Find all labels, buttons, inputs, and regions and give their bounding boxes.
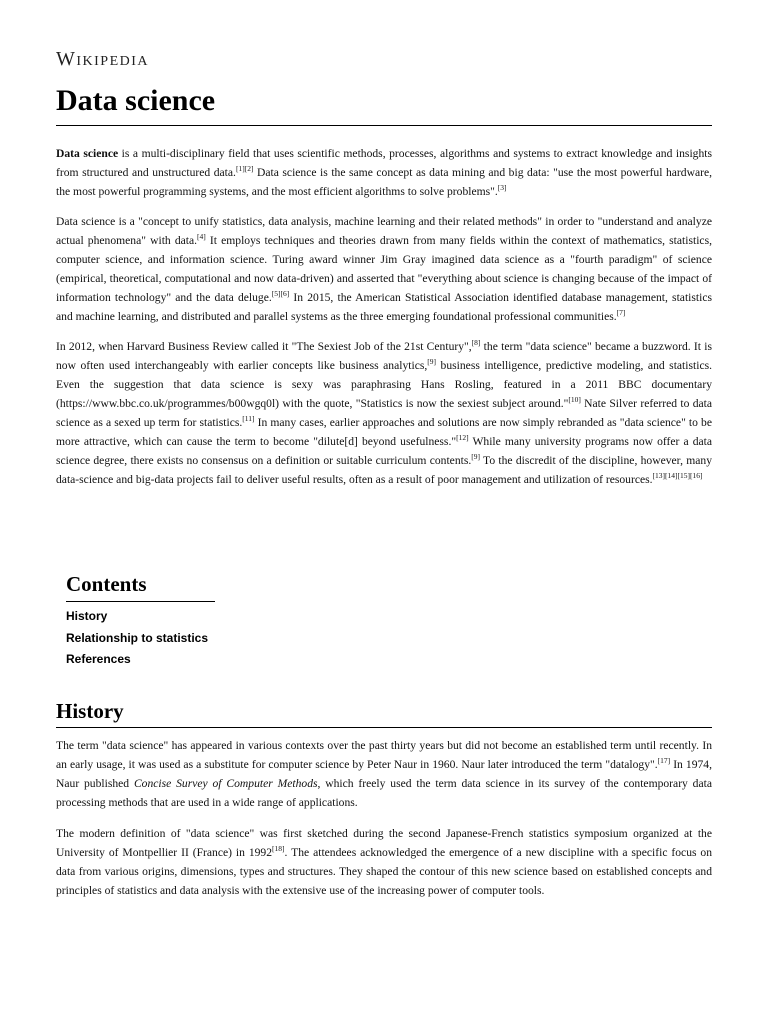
citation-ref[interactable]: [1][2]: [235, 164, 254, 173]
citation-ref[interactable]: [7]: [616, 308, 626, 317]
text-run: In many cases, earlier approaches and solutions are now simply rebranded as "data science" to be more attractive, which can cause the term to become "dilute[d] beyond usefulness.": [56, 416, 712, 448]
intro-section: [56, 144, 712, 489]
table-of-contents: [66, 607, 208, 672]
text-run: While many university programs now offer a data science degree, there exists no consensus on a definition or suitable curriculum contents.: [56, 435, 712, 467]
text-run: In 1974, Naur published: [56, 758, 712, 790]
text-run: In 2015, the American Statistical Association identified database management, statistics and machine learning, and distributed and parallel systems as the three emerging foundational professional communities.: [56, 291, 712, 323]
book-title: Concise Survey of Computer Methods: [133, 777, 318, 790]
citation-ref[interactable]: [9]: [471, 452, 480, 461]
intro-paragraph: [56, 212, 712, 326]
text-run: business intelligence, predictive modeling, and statistics. Even the suggestion that data science is sexy was paraphrasing Hans Rosling, featured in a 2011 BBC documentary (https://www.bbc.co.uk/programmes/b00wgq0l) with the quote, "Statistics is now the sexiest subject around.": [56, 359, 713, 410]
text-run: the term "data science" became a buzzword. It is now often used interchangeably with earlier concepts like business analytics,: [56, 340, 712, 372]
toc-item-history[interactable]: History: [66, 609, 108, 623]
history-divider: [56, 727, 712, 728]
citation-ref[interactable]: [13][14][15][16]: [652, 471, 703, 480]
text-run: , which freely used the term data science in its survey of the contemporary data processing methods that are used in a wide range of applications.: [56, 777, 712, 809]
citation-ref[interactable]: [18]: [272, 844, 285, 853]
history-section: [56, 736, 712, 900]
title-divider: [56, 125, 712, 126]
citation-ref[interactable]: [8]: [471, 338, 481, 347]
history-heading: History: [56, 699, 124, 723]
text-run: It employs techniques and theories drawn from many fields within the context of mathematics, statistics, computer science, and information science. Turing award winner Jim Gray imagined data science as a "fourth paradigm" of science (empirical, theoretical, computational and now data-driven) and asserted that "everything about science is changing because of the impact of information technology" and the data deluge.: [56, 234, 712, 304]
text-run: To the discredit of the discipline, however, many data-science and big-data projects fail to deliver useful results, often as a result of poor management and utilization of resources.: [56, 454, 712, 486]
wikipedia-wordmark: Wikipedia: [56, 48, 150, 70]
citation-ref[interactable]: [12]: [456, 433, 469, 442]
citation-ref[interactable]: [5][6]: [271, 289, 290, 298]
citation-ref[interactable]: [10]: [568, 395, 581, 404]
text-run: Data science is a "concept to unify statistics, data analysis, machine learning and their related methods" in order to "understand and analyze actual phenomena" with data.: [56, 215, 712, 247]
text-run: The term "data science" has appeared in various contexts over the past thirty years but did not become an established term until recently. In an early usage, it was used as a substitute for computer science by Peter Naur in 1960. Naur later introduced the term "datalogy".: [56, 739, 712, 771]
citation-ref[interactable]: [17]: [657, 756, 671, 765]
intro-paragraph: [56, 337, 712, 489]
text-run: The modern definition of "data science" was first sketched during the second Japanese-French statistics symposium organized at the University of Montpellier II (France) in 1992: [56, 827, 712, 859]
contents-divider: [66, 601, 215, 602]
citation-ref[interactable]: [4]: [197, 232, 206, 241]
citation-ref[interactable]: [9]: [427, 357, 437, 366]
intro-paragraph: [56, 144, 712, 201]
bold-term: Data science: [56, 147, 119, 160]
text-run: Nate Silver referred to data science as a sexed up term for statistics.: [56, 397, 712, 429]
toc-item-relationship-to-statistics[interactable]: Relationship to statistics: [66, 630, 209, 645]
contents-title: Contents: [66, 572, 147, 596]
text-run: In 2012, when Harvard Business Review called it "The Sexiest Job of the 21st Century",: [56, 340, 472, 353]
history-paragraph: [56, 824, 712, 900]
text-run: Data science is the same concept as data mining and big data: "use the most powerful hardware, the most powerful programming systems, and the most efficient algorithms to solve problems".: [56, 166, 713, 198]
page-title: Data science: [56, 84, 216, 117]
citation-ref[interactable]: [3]: [497, 183, 507, 192]
citation-ref[interactable]: [11]: [242, 414, 255, 423]
text-run: . The attendees acknowledged the emergence of a new discipline with a specific focus on data from various origins, dimensions, types and structures. They shaped the contour of this new science based on established concepts and principles of statistics and data analysis with the extensive use of the increasing power of computer tools.: [56, 846, 713, 897]
toc-item-references[interactable]: References: [66, 652, 131, 666]
history-paragraph: [56, 736, 712, 812]
text-run: is a multi-disciplinary field that uses scientific methods, processes, algorithms and systems to extract knowledge and insights from structured and unstructured data.: [56, 147, 712, 179]
